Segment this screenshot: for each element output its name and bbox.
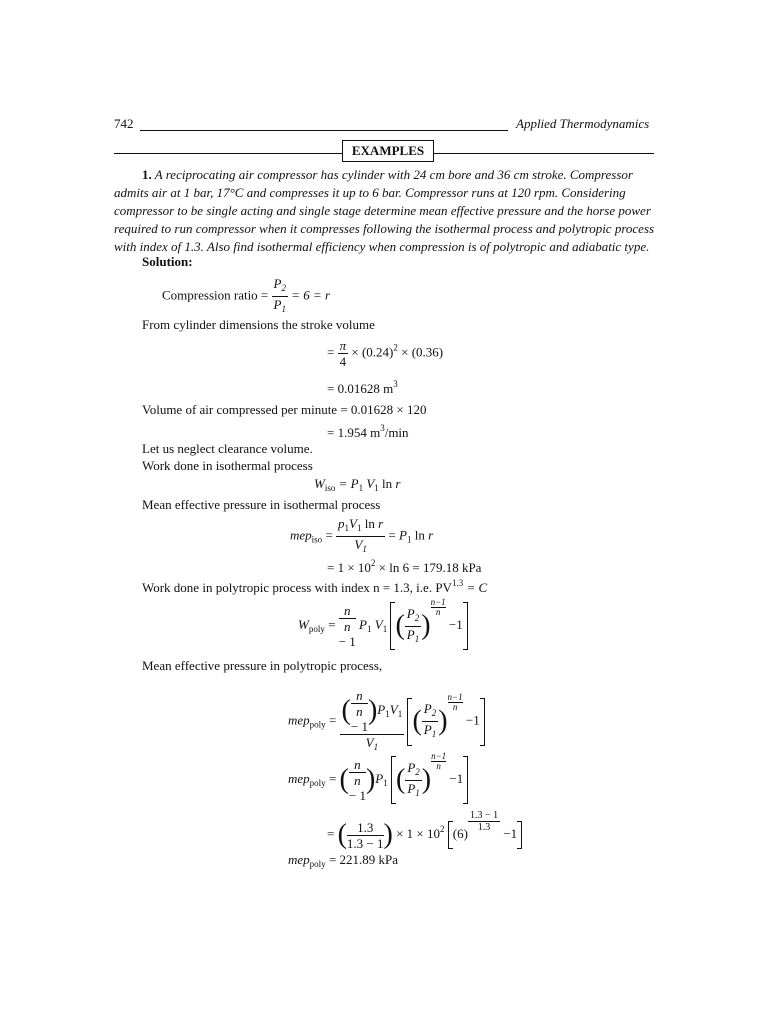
compression-ratio-equation: Compression ratio = $\frac{P_2}{P_1}$ = 6 = r — [162, 276, 331, 314]
work-poly-intro: Work done in polytropic process with index n = 1.3, i.e. $PV^{1.3} = C$ — [142, 578, 488, 595]
work-iso-equation: $W_{iso} = P_1$ $V_1$ ln r — [314, 476, 401, 493]
mep-poly-final: mep$_{poly}$ = 221.89 kPa — [288, 852, 399, 869]
stroke-volume-result: = 0.01628 $m^3$ — [327, 379, 398, 396]
book-title: Applied Thermodynamics — [516, 116, 650, 131]
solution-heading: Solution: — [142, 254, 193, 269]
problem-line-3: compressor to be single acting and single stage determine mean effective pressure and the horse power — [114, 203, 651, 218]
neglect-clearance: Let us neglect clearance volume. — [142, 441, 313, 456]
mep-poly-intro: Mean effective pressure in polytropic process, — [142, 658, 383, 673]
stroke-volume-intro: From cylinder dimensions the stroke volume — [142, 317, 375, 332]
problem-line-1: 1. A reciprocating air compressor has cylinder with 24 cm bore and 36 cm stroke. Compressor — [142, 167, 633, 182]
mep-iso-intro: Mean effective pressure in isothermal process — [142, 497, 381, 512]
section-rule-right — [434, 153, 654, 154]
section-rule-left — [114, 153, 342, 154]
mep-poly-equation-3: = ( $\frac{1.3}{1.3 - 1}$ ) × $1 \times 10^2$ (6) $\frac{1.3 - 1}{1.3}$ −1 — [327, 810, 522, 851]
work-poly-equation: $W_{poly}$ = n n − 1 $P_1$ $V_1$ ( $\frac{P_2}{P_1}$ ) $\frac{n-1}{n} -1$ — [298, 598, 468, 650]
section-title: EXAMPLES — [342, 140, 434, 162]
mep-poly-equation-1: mep$_{poly}$ = ( n n − $1)P_1V_1$ $V_1$ ( $\frac{P_2}{P_1}$ ) $\frac{n-1}{n} -1$ — [288, 688, 485, 755]
mep-iso-equation: mep$_{iso}$ = $\frac{p_1V_1 \ln r}{V_1}$ = $P_1$ ln r — [290, 516, 434, 554]
volume-per-minute: Volume of air compressed per minute = 0.01628 × 120 — [142, 402, 427, 417]
problem-line-5: with index of 1.3. Also find isothermal efficiency when compression is of polytropic and adiabatic type. — [114, 239, 650, 254]
stroke-volume-equation: = $\frac{\pi}{4}$ × $(0.24)^2 \times (0.36)$ — [327, 338, 444, 369]
mep-poly-equation-2: mep$_{poly}$ = ( n n − $1)P_1$ ( $\frac{P_2}{P_1}$ ) $\frac{n-1}{n} -1$ — [288, 752, 468, 804]
work-iso-intro: Work done in isothermal process — [142, 458, 313, 473]
problem-line-4: required to run compressor when it compresses following the isothermal process and polytropic process — [114, 221, 655, 236]
header-rule — [140, 130, 508, 131]
page-number: 742 — [114, 116, 134, 131]
problem-line-2: admits air at 1 bar, 17°C and compresses it up to 6 bar. Compressor runs at 120 rpm. Considering — [114, 185, 626, 200]
mep-iso-result: = $1 \times 10^2 \times \ln 6 = 179.18$ kPa — [327, 558, 482, 575]
volume-per-minute-result: = 1.954 $m^3/\min$ — [327, 423, 409, 440]
